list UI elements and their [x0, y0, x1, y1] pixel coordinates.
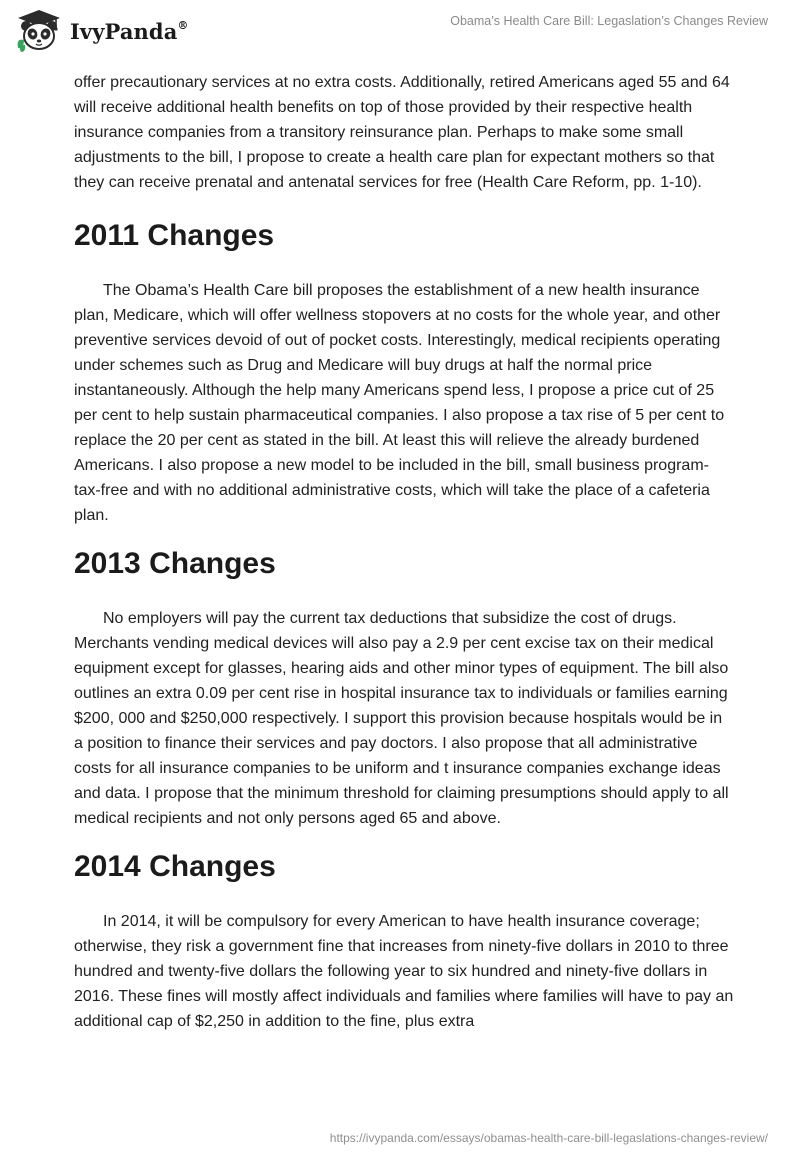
panda-graduate-logo-icon: [14, 8, 64, 54]
page-header: [0, 0, 800, 62]
section-heading-2013: 2013 Changes: [74, 547, 276, 580]
section-paragraph-2011: The Obama’s Health Care bill proposes the establishment of a new health insurance plan, Medicare, which will offer wellness stopovers at no costs for the whole year, and other preventive services devoid of out of pocket costs. Interestingly, medical recipients operating under schemes such as Drug and Medicare will buy drugs at half the normal price instantaneously. Although the help many Americans spend less, I propose a price cut of 25 per cent to help sustain pharmaceutical companies. I also propose a tax rise of 5 per cent to replace the 20 per cent as stated in the bill. At least this will relieve the already burdened Americans. I also propose a new model to be included in the bill, small business program-tax-free and with no additional administrative costs, which will take the place of a cafeteria plan.: [74, 282, 725, 524]
brand-logo[interactable]: [14, 8, 189, 54]
intro-paragraph: offer precautionary services at no extra costs. Additionally, retired Americans aged 55 and 64 will receive additional health benefits on top of those provided by their respective health insurance companies from a transitory reinsurance plan. Perhaps to make some small adjustments to the bill, I propose to create a health care plan for expectant mothers so that they can receive prenatal and antenatal services for free (Health Care Reform, pp. 1-10).: [74, 74, 730, 191]
section-heading-2014: 2014 Changes: [74, 850, 276, 883]
brand-name: IvyPanda®: [70, 18, 189, 44]
source-url[interactable]: https://ivypanda.com/essays/obamas-health-care-bill-legaslations-changes-review/: [329, 1131, 768, 1145]
document-title: Obama’s Health Care Bill: Legaslation’s Changes Review: [450, 14, 768, 28]
section-paragraph-2014: In 2014, it will be compulsory for every American to have health insurance coverage; otherwise, they risk a government fine that increases from ninety-five dollars in 2010 to three hundred and twenty-five dollars the following year to six hundred and ninety-five dollars in 2016. These fines will mostly affect individuals and families where families will have to pay an additional cap of $2,250 in addition to the fine, plus extra: [74, 913, 734, 1030]
section-heading-2011: 2011 Changes: [74, 219, 275, 252]
essay-content: [74, 70, 734, 1034]
section-paragraph-2013: No employers will pay the current tax deductions that subsidize the cost of drugs. Merchants vending medical devices will also pay a 2.9 per cent excise tax on their medical equipment except for glasses, hearing aids and other minor types of equipment. The bill also outlines an extra 0.09 per cent rise in hospital insurance tax to individuals or families earning $200, 000 and $250,000 respectively. I support this provision because hospitals would be in a position to finance their services and pay doctors. I also propose that all administrative costs for all insurance companies to be uniform and t insurance companies exchange ideas and data. I propose that the minimum threshold for claiming presumptions should apply to all medical recipients and not only persons aged 65 and above.: [74, 610, 729, 827]
